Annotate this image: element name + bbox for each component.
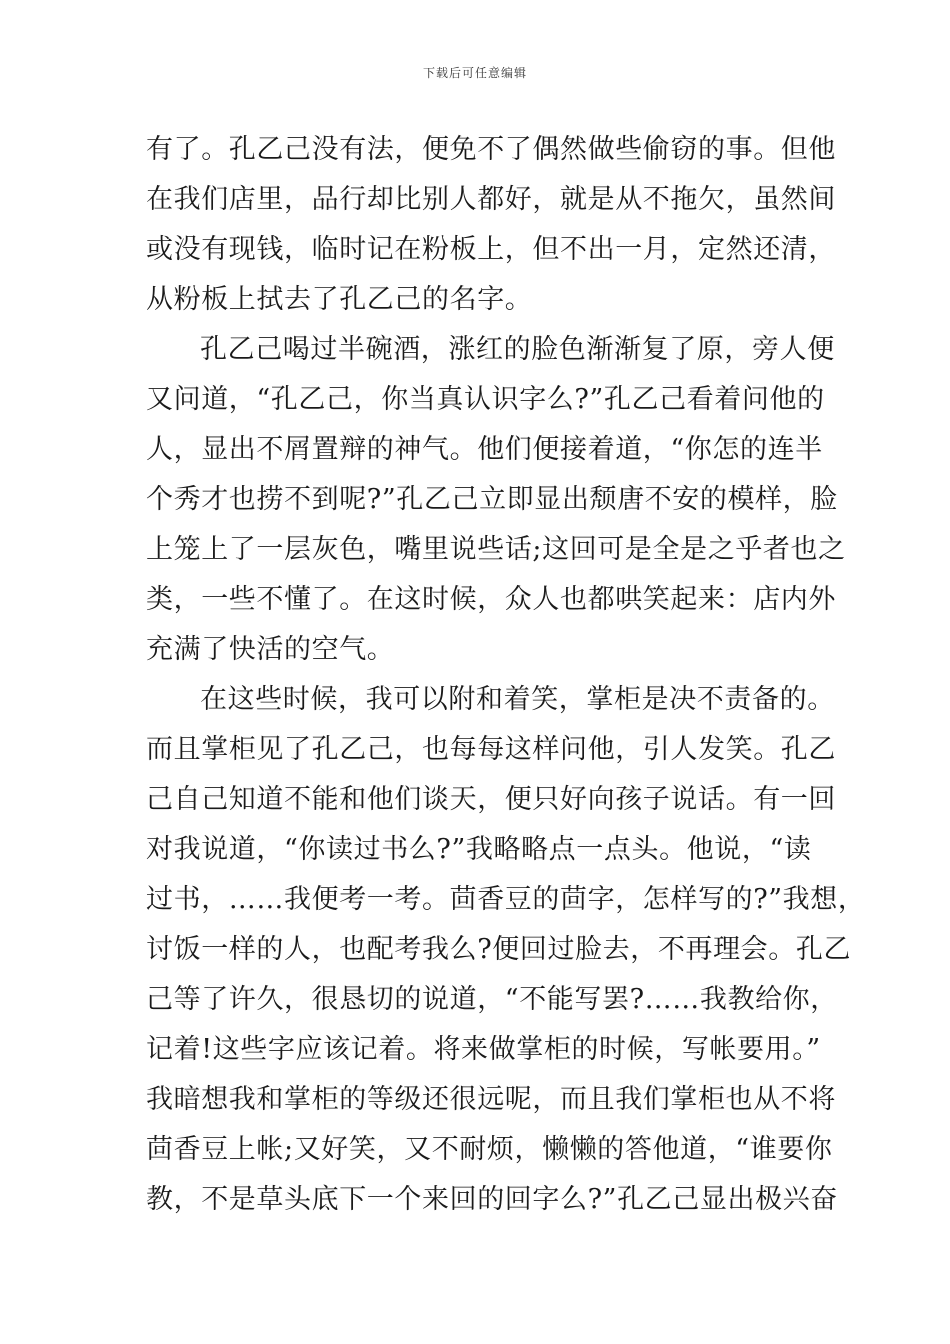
text-line-13: 而且掌柜见了孔乙己，也每每这样问他，引人发笑。孔乙 (146, 734, 836, 765)
text-line-15: 对我说道，“你读过书么?”我略略点一点头。他说，“读 (146, 834, 812, 865)
text-line-12: 在这些时候，我可以附和着笑，掌柜是决不责备的。 (200, 684, 835, 715)
text-line-3: 或没有现钱，临时记在粉板上，但不出一月，定然还清， (146, 234, 836, 265)
text-line-10: 类，一些不懂了。在这时候，众人也都哄笑起来：店内外 (146, 584, 836, 615)
text-line-19: 记着!这些字应该记着。将来做掌柜的时候，写帐要用。” (146, 1034, 821, 1065)
text-line-8: 个秀才也捞不到呢?”孔乙己立即显出颓唐不安的模样，脸 (146, 484, 838, 515)
text-line-17: 讨饭一样的人，也配考我么?便回过脸去，不再理会。孔乙 (146, 934, 852, 965)
text-line-4: 从粉板上拭去了孔乙己的名字。 (146, 284, 533, 315)
text-line-1: 有了。孔乙己没有法，便免不了偶然做些偷窃的事。但他 (146, 134, 836, 165)
text-line-14: 己自己知道不能和他们谈天，便只好向孩子说话。有一回 (146, 784, 836, 815)
text-line-22: 教，不是草头底下一个来回的回字么?”孔乙己显出极兴奋 (146, 1184, 838, 1215)
text-line-20: 我暗想我和掌柜的等级还很远呢，而且我们掌柜也从不将 (146, 1084, 836, 1115)
text-line-7: 人，显出不屑置辩的神气。他们便接着道，“你怎的连半 (146, 434, 823, 465)
text-line-16: 过书，……我便考一考。茴香豆的茴字，怎样写的?”我想， (146, 884, 866, 915)
text-line-6: 又问道，“孔乙己，你当真认识字么?”孔乙己看着问他的 (146, 384, 825, 415)
text-line-5: 孔乙己喝过半碗酒，涨红的脸色渐渐复了原，旁人便 (200, 334, 835, 365)
text-line-2: 在我们店里，品行却比别人都好，就是从不拖欠，虽然间 (146, 184, 836, 215)
text-line-21: 茴香豆上帐;又好笑，又不耐烦，懒懒的答他道，“谁要你 (146, 1134, 833, 1165)
text-line-9: 上笼上了一层灰色，嘴里说些话;这回可是全是之乎者也之 (146, 534, 846, 565)
document-body (146, 128, 866, 1228)
page-header: 下载后可任意编辑 (422, 66, 527, 80)
text-line-18: 己等了许久，很恳切的说道，“不能写罢?……我教给你， (146, 984, 838, 1015)
text-line-11: 充满了快活的空气。 (146, 634, 395, 665)
